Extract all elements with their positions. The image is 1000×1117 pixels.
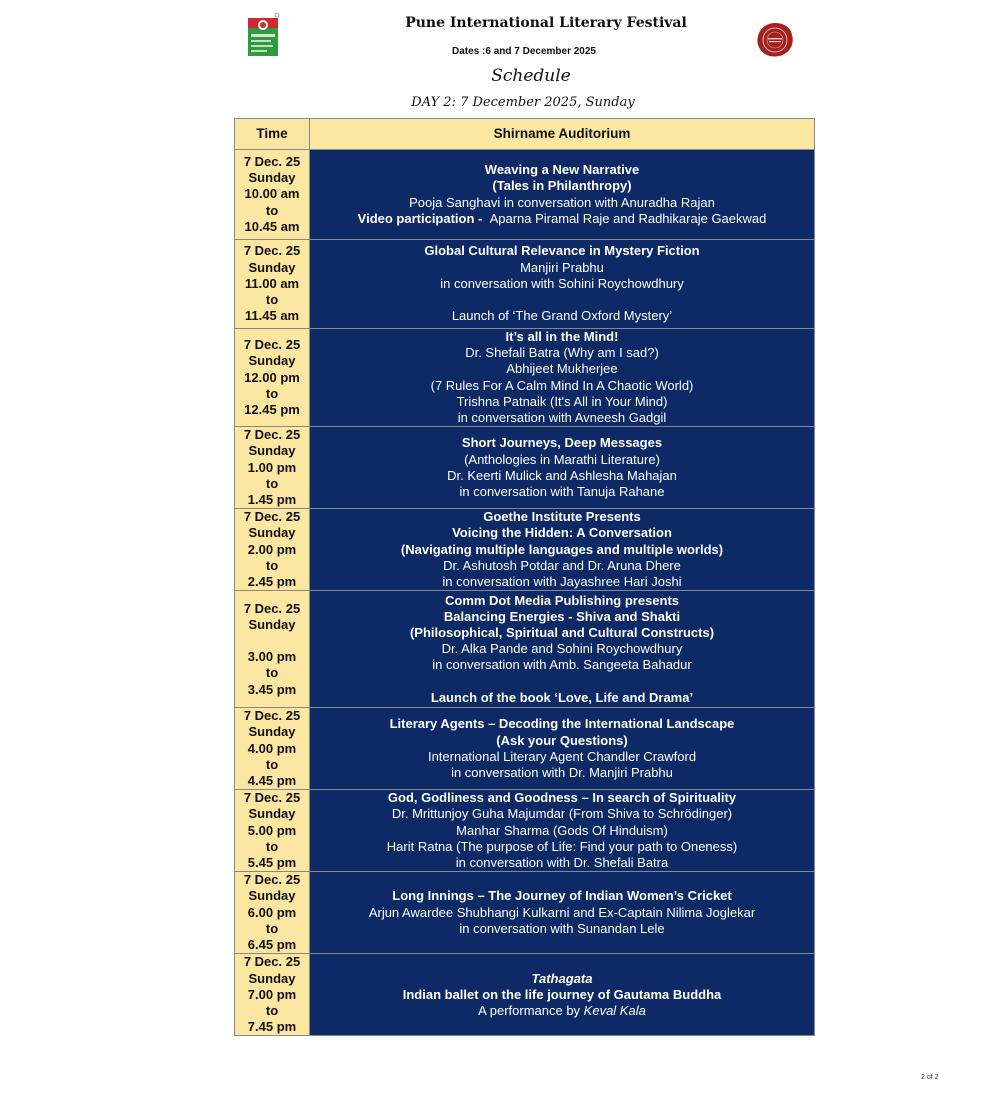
event-line: Pooja Sanghavi in conversation with Anuradha Rajan xyxy=(409,194,715,210)
event-line: in conversation with Dr. Manjiri Prabhu xyxy=(451,764,673,780)
time-line: 7 Dec. 25 xyxy=(243,872,301,888)
event-line: (Ask your Questions) xyxy=(496,732,628,748)
table-row xyxy=(235,509,815,591)
event-line: Balancing Energies - Shiva and Shakti xyxy=(443,608,681,624)
event-line: (Tales in Philanthropy) xyxy=(492,178,632,194)
time-line: 7.00 pm xyxy=(247,986,297,1002)
time-cell xyxy=(235,509,310,591)
event-cell xyxy=(310,790,815,872)
time-line: to xyxy=(265,838,279,854)
time-line: Sunday xyxy=(248,170,296,186)
table-row xyxy=(235,150,815,240)
event-cell xyxy=(310,150,815,240)
event-line: in conversation with Amb. Sangeeta Bahadur xyxy=(432,657,692,673)
time-line: 1.00 pm xyxy=(247,459,297,475)
time-line: 7 Dec. 25 xyxy=(243,243,301,259)
page-number: 2 of 2 xyxy=(921,1074,939,1081)
time-line: 7 Dec. 25 xyxy=(243,153,301,169)
table-row xyxy=(235,329,815,427)
time-line: 3.00 pm xyxy=(247,649,297,665)
time-line: 7 Dec. 25 xyxy=(243,954,301,970)
time-cell xyxy=(235,150,310,240)
event-line: It’s all in the Mind! xyxy=(505,329,619,344)
table-row xyxy=(235,872,815,954)
time-line: 7.45 pm xyxy=(247,1019,297,1035)
event-line: in conversation with Sunandan Lele xyxy=(459,920,665,936)
table-row xyxy=(235,240,815,329)
event-line: in conversation with Dr. Shefali Batra xyxy=(455,855,669,871)
table-row xyxy=(235,591,815,708)
event-line: Literary Agents – Decoding the International Landscape xyxy=(389,716,735,732)
event-line: Goethe Institute Presents xyxy=(483,509,641,525)
event-cell xyxy=(310,591,815,708)
event-line-segment: Aparna Piramal Raje and Radhikaraje Gaekwad xyxy=(489,210,767,226)
time-line: to xyxy=(265,385,279,401)
event-line: Abhijeet Mukherjee xyxy=(506,361,618,377)
event-line: in conversation with Tanuja Rahane xyxy=(459,483,665,499)
event-line: in conversation with Avneesh Gadgil xyxy=(457,410,667,426)
event-line: Arjun Awardee Shubhangi Kulkarni and Ex-Captain Nilima Joglekar xyxy=(368,904,756,920)
time-line: Sunday xyxy=(248,443,296,459)
time-line: 6.00 pm xyxy=(247,904,297,920)
table-row xyxy=(235,427,815,509)
time-line: 3.45 pm xyxy=(247,681,297,697)
time-line: 7 Dec. 25 xyxy=(243,600,301,616)
time-line: Sunday xyxy=(248,616,296,632)
time-line: 11.00 am xyxy=(244,275,300,291)
schedule-table xyxy=(234,118,815,1036)
time-line: 10.00 am xyxy=(244,186,300,202)
time-line: 5.00 pm xyxy=(247,822,297,838)
event-line: in conversation with Sohini Roychowdhury xyxy=(440,275,684,291)
event-line: Comm Dot Media Publishing presents xyxy=(444,592,680,608)
event-cell xyxy=(310,954,815,1036)
time-cell xyxy=(235,329,310,427)
event-line: (Philosophical, Spiritual and Cultural Constructs) xyxy=(409,624,715,640)
event-line: Weaving a New Narrative xyxy=(484,162,640,178)
event-line: Trishna Patnaik (It's All in Your Mind) xyxy=(456,393,668,409)
day-subtitle: DAY 2: 7 December 2025, Sunday xyxy=(411,95,635,110)
table-header-row xyxy=(235,119,815,150)
time-line: 1.45 pm xyxy=(247,492,297,508)
festival-dates: Dates :6 and 7 December 2025 xyxy=(452,46,596,57)
time-line: Sunday xyxy=(248,806,296,822)
time-line: 4.00 pm xyxy=(247,740,297,756)
event-line: Tathagata xyxy=(531,970,593,986)
event-line: Harit Ratna (The purpose of Life: Find your path to Oneness) xyxy=(386,838,738,854)
time-cell xyxy=(235,954,310,1036)
time-line: 11.45 am xyxy=(244,308,300,324)
event-line: (Navigating multiple languages and multiple worlds) xyxy=(400,541,724,557)
time-cell xyxy=(235,240,310,329)
event-cell xyxy=(310,427,815,509)
time-line: 10.45 am xyxy=(244,218,300,234)
event-cell xyxy=(310,872,815,954)
time-line: 6.45 pm xyxy=(247,937,297,953)
event-line: Dr. Mrittunjoy Guha Majumdar (From Shiva to Schrödinger) xyxy=(391,806,733,822)
time-line: Sunday xyxy=(248,724,296,740)
time-line: 2.00 pm xyxy=(247,541,297,557)
event-line: God, Godliness and Goodness – In search of Spirituality xyxy=(387,790,737,806)
event-line-segment: A performance by xyxy=(478,1002,584,1018)
time-line: 2.45 pm xyxy=(247,574,297,590)
time-line: to xyxy=(265,665,279,681)
time-cell xyxy=(235,427,310,509)
time-cell xyxy=(235,708,310,790)
time-cell xyxy=(235,591,310,708)
event-cell xyxy=(310,329,815,427)
event-line xyxy=(310,211,814,227)
event-line: Dr. Alka Pande and Sohini Roychowdhury xyxy=(441,641,683,657)
event-line: Short Journeys, Deep Messages xyxy=(461,435,663,451)
table-row xyxy=(235,954,815,1036)
table-row xyxy=(235,790,815,872)
schedule-body xyxy=(235,150,815,1036)
time-line: Sunday xyxy=(248,259,296,275)
event-line: Global Cultural Relevance in Mystery Fiction xyxy=(424,243,700,259)
time-line: to xyxy=(265,292,279,308)
event-line: Manjiri Prabhu xyxy=(520,259,604,275)
time-line: to xyxy=(265,557,279,573)
time-line: 7 Dec. 25 xyxy=(243,708,301,724)
time-line: 7 Dec. 25 xyxy=(243,790,301,806)
event-line-segment: Keval Kala xyxy=(583,1002,646,1018)
event-line: (Anthologies in Marathi Literature) xyxy=(464,451,660,467)
time-line: to xyxy=(265,202,279,218)
time-line xyxy=(235,633,309,649)
time-line: 5.45 pm xyxy=(247,855,297,871)
table-row xyxy=(235,708,815,790)
event-line: Launch of the book ‘Love, Life and Drama’ xyxy=(430,689,694,705)
event-line: International Literary Agent Chandler Crawford xyxy=(427,748,697,764)
event-line: Voicing the Hidden: A Conversation xyxy=(452,525,672,541)
event-line: Dr. Ashutosh Potdar and Dr. Aruna Dhere xyxy=(443,557,681,573)
festival-title: Pune International Literary Festival xyxy=(405,15,687,31)
time-line: to xyxy=(265,1002,279,1018)
event-line xyxy=(310,292,814,308)
time-line: Sunday xyxy=(248,525,296,541)
event-cell xyxy=(310,708,815,790)
event-line: Indian ballet on the life journey of Gautama Buddha xyxy=(402,986,722,1002)
time-line: 7 Dec. 25 xyxy=(243,509,301,525)
venue-column-header: Shirname Auditorium xyxy=(310,119,815,150)
event-line: Dr. Keerti Mulick and Ashlesha Mahajan xyxy=(447,467,677,483)
event-line xyxy=(310,674,814,690)
time-cell xyxy=(235,872,310,954)
time-line: 12.00 pm xyxy=(244,369,300,385)
event-line: Long Innings – The Journey of Indian Women’s Cricket xyxy=(392,888,732,904)
time-line: 7 Dec. 25 xyxy=(243,427,301,443)
event-line: Manhar Sharma (Gods Of Hinduism) xyxy=(456,822,668,838)
time-line: 12.45 pm xyxy=(244,401,300,417)
time-line: to xyxy=(265,920,279,936)
event-line: Launch of ‘The Grand Oxford Mystery’ xyxy=(451,308,673,324)
event-cell xyxy=(310,240,815,329)
event-line-segment: Video participation - xyxy=(357,210,490,226)
time-line: Sunday xyxy=(248,970,296,986)
time-column-header: Time xyxy=(235,119,310,150)
event-line: (7 Rules For A Calm Mind In A Chaotic World) xyxy=(430,377,694,393)
time-line: 7 Dec. 25 xyxy=(243,337,301,353)
time-line: to xyxy=(265,756,279,772)
event-cell xyxy=(310,509,815,591)
time-line: Sunday xyxy=(248,353,296,369)
time-line: Sunday xyxy=(248,888,296,904)
page-title: Schedule xyxy=(491,66,571,86)
event-line: in conversation with Jayashree Hari Joshi xyxy=(442,574,682,590)
event-line xyxy=(310,1003,814,1019)
time-line: 4.45 pm xyxy=(247,773,297,789)
event-line: Dr. Shefali Batra (Why am I sad?) xyxy=(465,345,659,361)
time-line: to xyxy=(265,475,279,491)
time-cell xyxy=(235,790,310,872)
